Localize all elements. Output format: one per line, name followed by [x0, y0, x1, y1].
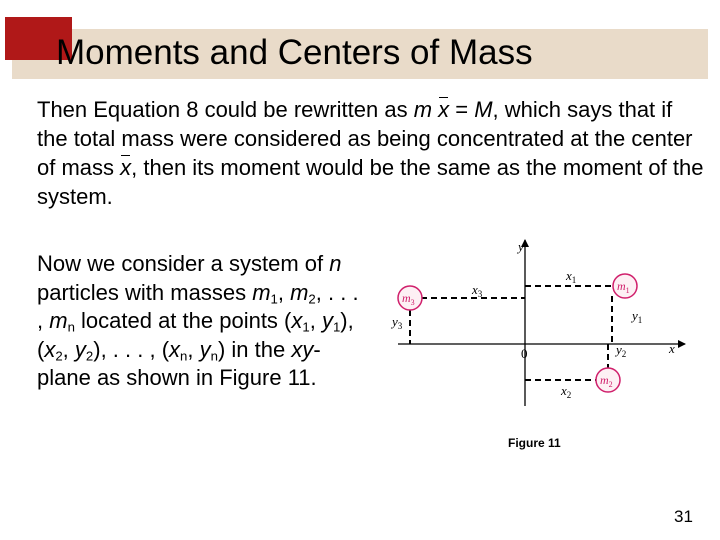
origin-label: 0 — [521, 346, 528, 361]
y2-label: $y_2$ — [616, 342, 627, 359]
paren-ellipsis: ), . . . , ( — [93, 336, 170, 362]
para2-text-5: -plane as shown in Figure 11. — [37, 336, 321, 390]
total-mass-M: M — [474, 97, 493, 122]
comma: , — [62, 336, 75, 362]
para1-prefix: Then Equation 8 could be rewritten as — [37, 97, 414, 122]
para2-text-1: Now we consider a system of — [37, 251, 330, 276]
point-y2: y — [74, 336, 86, 362]
n-symbol: n — [329, 251, 342, 276]
mn-subscript: n — [67, 319, 75, 335]
point-yn: y — [199, 336, 211, 362]
point-x2-sub: 2 — [55, 347, 63, 363]
point-x1: x — [291, 308, 303, 333]
m2-label: $m_2$ — [600, 373, 613, 389]
m1-subscript: 1 — [270, 290, 278, 306]
para2-text-3: located at the points ( — [74, 308, 292, 333]
point-xn-sub: n — [180, 347, 188, 363]
m1-symbol: m — [252, 279, 271, 305]
xy-symbol: xy — [291, 336, 314, 362]
m2-symbol: m — [290, 279, 309, 305]
para2-text-4: ) in the — [217, 336, 292, 362]
x-axis-label: x — [669, 341, 675, 356]
comma: , — [187, 336, 200, 362]
point-y2-sub: 2 — [85, 347, 94, 363]
point-y1: y — [321, 308, 333, 333]
ellipsis: , . . . , — [37, 279, 359, 333]
equals-sign: = — [449, 97, 475, 122]
point-x2: x — [44, 336, 56, 362]
para1-suffix: , then its moment would be the same as the moment of the system. — [37, 155, 704, 209]
x-bar-symbol: x — [438, 97, 450, 122]
paragraph-intro — [37, 95, 705, 211]
x1-label: $x_1$ — [566, 268, 577, 285]
mass-m: m — [413, 97, 433, 122]
y3-label: $y_3$ — [392, 314, 403, 331]
x2-label: $x_2$ — [561, 383, 572, 400]
x-bar-symbol-2: x — [120, 155, 132, 180]
para2-text-2: particles with masses — [37, 279, 253, 305]
y-axis-label: y — [518, 239, 524, 254]
comma: , — [309, 308, 322, 333]
point-x1-sub: 1 — [302, 319, 310, 335]
m3-label: $m_3$ — [402, 291, 415, 307]
comma: , — [277, 279, 291, 305]
paren-sep: ), ( — [37, 308, 354, 362]
para1-middle: , which says that if the total mass were considered as being concentrated at the center of mass — [37, 97, 693, 180]
figure-caption: Figure 11 — [508, 436, 561, 450]
paragraph-particles — [37, 250, 367, 393]
page-number: 31 — [674, 507, 693, 526]
point-yn-sub: n — [210, 347, 218, 363]
mn-symbol: m — [49, 308, 68, 333]
point-y1-sub: 1 — [332, 319, 341, 335]
m2-subscript: 2 — [308, 290, 316, 306]
figure-11-diagram — [380, 236, 695, 416]
point-xn: x — [169, 336, 181, 362]
slide-title: Moments and Centers of Mass — [56, 33, 533, 72]
y1-label: $y_1$ — [632, 308, 643, 325]
x3-label: $x_3$ — [472, 282, 483, 299]
m1-label: $m_1$ — [617, 279, 630, 295]
